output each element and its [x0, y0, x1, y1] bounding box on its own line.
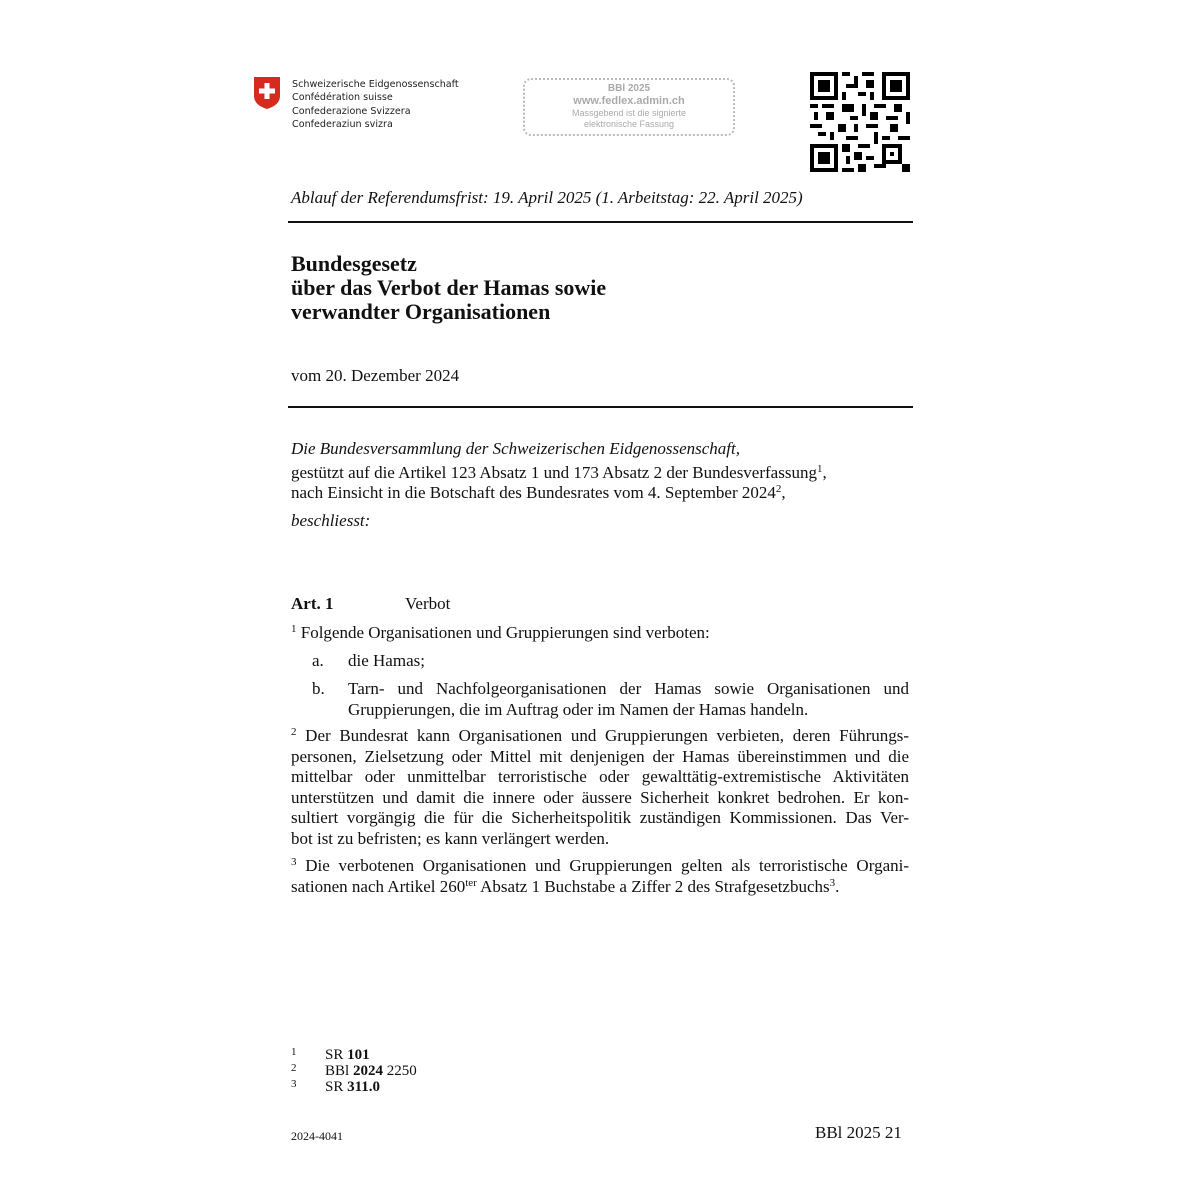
footnote-1-bold: 101 — [347, 1047, 370, 1063]
footnote-3-prefix: SR — [325, 1079, 344, 1095]
document-title — [291, 252, 606, 324]
paragraph-2-number: 2 — [291, 726, 297, 738]
footnote-ref-3[interactable]: 3 — [829, 876, 836, 889]
paragraph-2 — [291, 726, 909, 849]
confederation-names — [292, 78, 459, 131]
item-a-line1: die Hamas; — [348, 651, 425, 670]
footnote-1-number: 1 — [291, 1046, 297, 1058]
paragraph-2-line4: unterstützen und damit die innere oder äussere Sicherheit konkret bedrohen. Er kon- — [291, 787, 909, 807]
paragraph-2-line2: personen, Zielsetzung oder Mittel mit denjenigen der Hamas übereinstimmen und die — [291, 746, 909, 766]
title-line2: über das Verbot der Hamas sowie — [291, 275, 607, 300]
stamp-line2: www.fedlex.admin.ch — [573, 95, 685, 107]
stamp-line3: Massgebend ist die signierte — [571, 108, 687, 118]
paragraph-1-number: 1 — [291, 623, 297, 635]
footnote-3-bold: 311.0 — [347, 1079, 381, 1095]
document-date: vom 20. Dezember 2024 — [291, 366, 460, 385]
bbl-reference: BBl 2025 21 — [815, 1123, 902, 1142]
paragraph-3-line2-b: Absatz 1 Buchstabe a Ziffer 2 des Strafgesetzbuchs — [476, 876, 830, 896]
footnote-2-number: 2 — [291, 1062, 297, 1074]
confederation-de: Schweizerische Eidgenossenschaft — [292, 79, 459, 90]
paragraph-3 — [291, 856, 909, 897]
confederation-fr: Confédération suisse — [292, 92, 393, 104]
paragraph-3-line2 — [291, 877, 909, 898]
paragraph-2-line3: mittelbar oder unmittelbar terroristische oder gewalttätig-extremistische Aktivitäten — [291, 767, 909, 786]
divider-top — [288, 221, 913, 223]
paragraph-3-line2-end: . — [835, 876, 840, 896]
preamble-decides: beschliesst: — [291, 511, 371, 530]
paragraph-2-line1 — [291, 726, 909, 747]
confederation-rm: Confederaziun svizra — [292, 118, 393, 130]
document-number: 2024-4041 — [291, 1129, 343, 1143]
item-b-letter: b. — [312, 679, 325, 698]
confederation-it: Confederazione Svizzera — [292, 105, 411, 117]
preamble-assembly: Die Bundesversammlung der Schweizerischen Eidgenossenschaft, — [291, 439, 740, 458]
preamble-message — [291, 483, 786, 503]
paragraph-2-line5: sultiert vorgängig die für die Sicherheitspolitik zuständigen Kommissionen. Das Ver- — [291, 808, 909, 827]
item-a-text — [348, 651, 909, 672]
title-line1: Bundesgesetz — [291, 251, 417, 276]
item-a-letter: a. — [312, 651, 324, 670]
paragraph-3-line1 — [291, 856, 909, 877]
paragraph-3-line2-a: sationen nach Artikel 260 — [291, 876, 466, 896]
divider-bottom — [288, 406, 913, 408]
footnote-2-bold: 2024 — [352, 1063, 383, 1079]
footnote-1-text — [325, 1047, 370, 1064]
footnote-2-prefix: BBl — [325, 1063, 350, 1079]
footnote-1-prefix: SR — [325, 1047, 344, 1063]
stamp-line1: BBl 2025 — [607, 83, 651, 94]
footnote-3-text — [325, 1079, 380, 1096]
paragraph-3-number: 3 — [291, 856, 297, 868]
preamble-basis-end: , — [822, 463, 827, 482]
swiss-flag-icon — [253, 76, 281, 110]
qr-code-icon — [810, 72, 910, 172]
publication-stamp — [523, 78, 735, 136]
preamble-message-text: nach Einsicht in die Botschaft des Bundesrates vom 4. September 2024 — [291, 483, 776, 502]
paragraph-2-line1-text: Der Bundesrat kann Organisationen und Gruppierungen verbieten, deren Führungs- — [305, 726, 910, 745]
preamble-basis-text: gestützt auf die Artikel 123 Absatz 1 und 173 Absatz 2 der Bundesverfassung — [291, 463, 817, 482]
footnote-2-text — [325, 1063, 417, 1080]
footnote-ref-1[interactable]: 1 — [816, 463, 823, 475]
footnote-ref-2[interactable]: 2 — [775, 483, 782, 495]
preamble-basis — [291, 463, 827, 483]
paragraph-2-line6: bot ist zu befristen; es kann verlängert werden. — [291, 828, 610, 848]
paragraph-1 — [291, 623, 710, 643]
footnote-2-suffix: 2250 — [386, 1063, 417, 1079]
footnote-3-number: 3 — [291, 1078, 297, 1090]
article-title: Verbot — [405, 594, 451, 613]
article-number: Art. 1 — [291, 594, 334, 613]
stamp-line4: elektronische Fassung — [583, 119, 675, 129]
paragraph-1-text: Folgende Organisationen und Gruppierungen sind verboten: — [300, 623, 710, 642]
item-b-line1: Tarn- und Nachfolgeorganisationen der Hamas sowie Organisationen und — [348, 679, 909, 698]
item-b-line2: Gruppierungen, die im Auftrag oder im Namen der Hamas handeln. — [348, 699, 809, 719]
paragraph-3-line1-text: Die verbotenen Organisationen und Gruppierungen gelten als terroristische Organi- — [305, 856, 909, 875]
item-b-text — [348, 679, 909, 720]
referendum-deadline: Ablauf der Referendumsfrist: 19. April 2025 (1. Arbeitstag: 22. April 2025) — [291, 188, 803, 207]
paragraph-3-ter: ter — [465, 876, 477, 889]
preamble-message-end: , — [781, 483, 786, 502]
title-line3: verwandter Organisationen — [291, 299, 551, 324]
